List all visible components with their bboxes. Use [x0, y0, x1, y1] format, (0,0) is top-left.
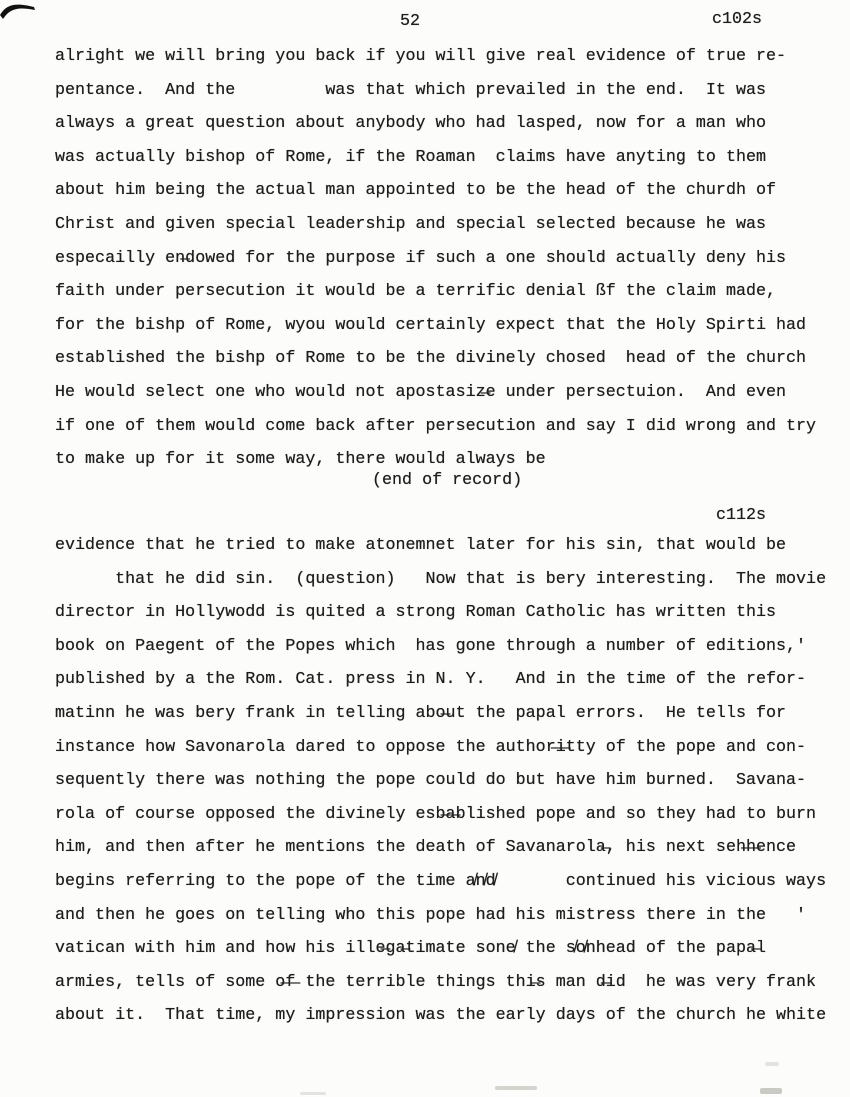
text-line: about it. That time, my impression was the early days of the church he white: [55, 1006, 827, 1026]
text-line: sequently there was nothing the pope could do but have him burned. Savana-: [55, 771, 807, 791]
text-line: was actually bishop of Rome, if the Roaman claims have anyting to them: [55, 147, 767, 167]
text-line: He would select one who would not apostasiz̶e under persectuion. And even: [55, 382, 787, 402]
text-line: rola of course opposed the divinely esb̶a̶blished pope and so they had to burn: [55, 804, 817, 824]
reel-code: c102s: [712, 10, 763, 29]
text-line: that he did sin. (question) Now that is bery interesting. The movie: [55, 569, 827, 589]
text-line: for the bishp of Rome, wyou would certainly expect that the Holy Spirti had: [55, 315, 807, 335]
text-line: armies, tells of some o̶f̶ the terrible things thi̶s man d̶id he was very frank: [55, 972, 817, 992]
text-line: always a great question about anybody who had lasped, now for a man who: [55, 114, 767, 134]
end-of-record-marker: (end of record): [372, 471, 523, 490]
text-line: alright we will bring you back if you will give real evidence of true re-: [55, 47, 787, 66]
page-number: 52: [400, 12, 421, 31]
text-line: director in Hollywodd is quited a strong Roman Catholic has written this: [55, 603, 777, 623]
text-line: published by a the Rom. Cat. press in N. Y. And in the time of the refor-: [55, 670, 807, 690]
text-line: vatican with him and how his ille̶ga̶timate sone̸ the s̸o̸nhead of the papa̶l: [55, 939, 767, 959]
text-line: to make up for it some way, there would always be: [55, 450, 546, 469]
text-line: if one of them would come back after persecution and say I did wrong and try: [55, 416, 817, 436]
scan-artifact-smudge: [760, 1088, 782, 1094]
text-line: and then he goes on telling who this pope had his mistress there in the ': [55, 905, 807, 925]
text-line: begins referring to the pope of the time a̸n̸d̸ continued his vicious ways: [55, 871, 827, 891]
text-line: faith under persecution it would be a terrific denial ßf the claim made,: [55, 282, 777, 302]
text-line: book on Paegent of the Popes which has gone through a number of editions,': [55, 636, 807, 656]
text-line: evidence that he tried to make atonemnet later for his sin, that would be: [55, 536, 787, 555]
scan-artifact-smudge: [300, 1092, 326, 1095]
text-line: established the bishp of Rome to be the divinely chosed head of the church: [55, 349, 807, 369]
text-line: pentance. And the was that which prevailed in the end. It was: [55, 80, 767, 100]
scan-artifact-smudge: [495, 1086, 537, 1090]
text-line: instance how Savonarola dared to oppose the author̶i̶tty of the pope and con-: [55, 737, 807, 757]
scan-artifact-smudge: [765, 1062, 779, 1066]
section-code: c112s: [716, 506, 767, 525]
text-line: matinn he was bery frank in telling abo̶ut the papal errors. He tells for: [55, 704, 787, 723]
text-line: Christ and given special leadership and special selected because he was: [55, 215, 767, 234]
text-line: about him being the actual man appointed to be the head of the churdh of: [55, 181, 777, 201]
text-line: him, and then after he mentions the death of Savanarola̶, his next seh̶h̶ence: [55, 838, 797, 858]
text-line: especailly en̶dowed for the purpose if such a one should actually deny his: [55, 248, 787, 268]
scan-artifact-corner-mark: [0, 0, 40, 22]
